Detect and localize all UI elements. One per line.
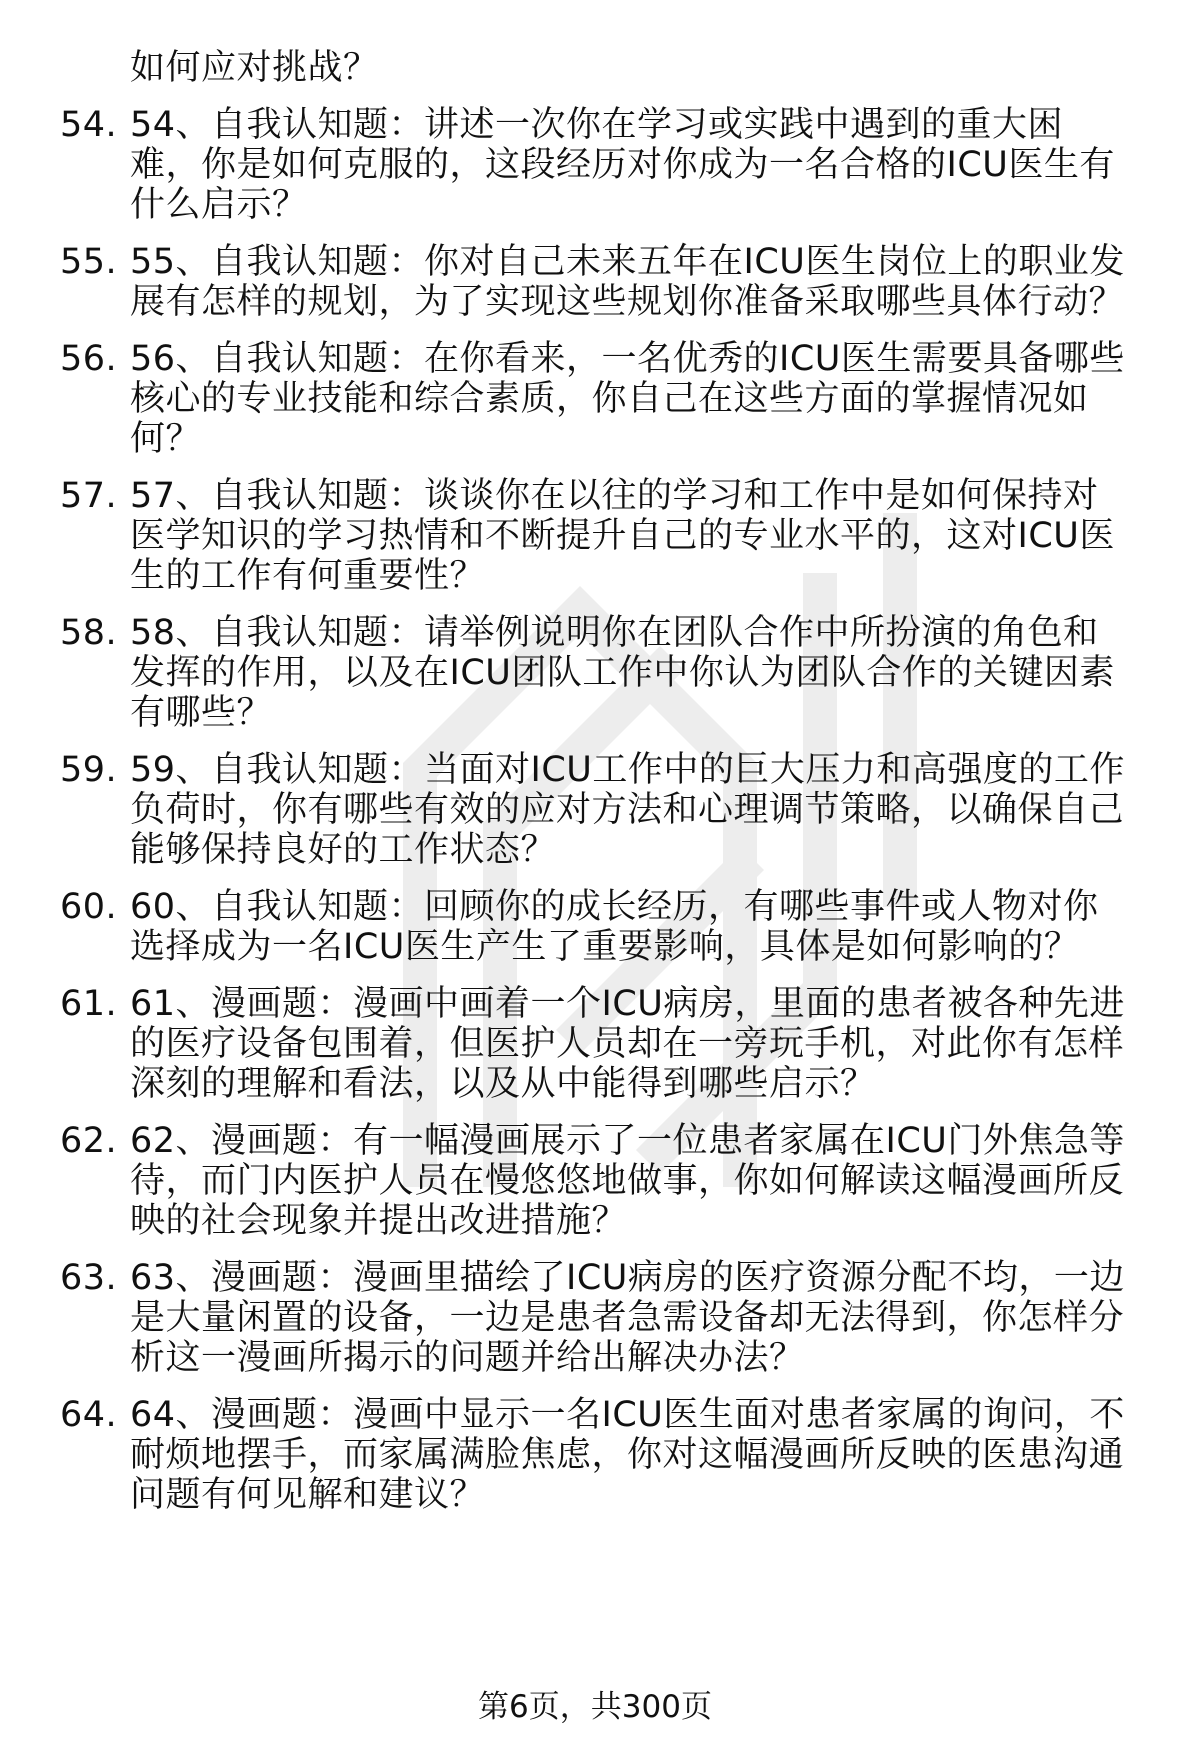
list-item (0, 242, 1190, 322)
question-number: 63. (60, 1258, 118, 1298)
question-text: 54、自我认知题：讲述一次你在学习或实践中遇到的重大困难，你是如何克服的，这段经历对你成为一名合格的ICU医生有什么启示？ (130, 105, 1115, 225)
question-text: 63、漫画题：漫画里描绘了ICU病房的医疗资源分配不均，一边是大量闲置的设备，一边是患者急需设备却无法得到，你怎样分析这一漫画所揭示的问题并给出解决办法？ (130, 1258, 1125, 1378)
question-number: 55. (60, 242, 118, 282)
question-number: 58. (60, 613, 118, 653)
question-text: 61、漫画题：漫画中画着一个ICU病房，里面的患者被各种先进的医疗设备包围着，但医护人员却在一旁玩手机，对此你有怎样深刻的理解和看法，以及从中能得到哪些启示？ (130, 984, 1125, 1104)
question-number: 59. (60, 750, 118, 790)
question-number: 62. (60, 1121, 118, 1161)
question-text: 55、自我认知题：你对自己未来五年在ICU医生岗位上的职业发展有怎样的规划，为了实现这些规划你准备采取哪些具体行动？ (130, 242, 1125, 322)
list-item (0, 105, 1190, 225)
question-list (0, 105, 1190, 1532)
question-text: 62、漫画题：有一幅漫画展示了一位患者家属在ICU门外焦急等待，而门内医护人员在慢悠悠地做事，你如何解读这幅漫画所反映的社会现象并提出改进措施？ (130, 1121, 1125, 1241)
list-item (0, 1258, 1190, 1378)
question-number: 56. (60, 339, 118, 379)
question-number: 61. (60, 984, 118, 1024)
list-item (0, 476, 1190, 596)
list-item (0, 1395, 1190, 1515)
question-text: 64、漫画题：漫画中显示一名ICU医生面对患者家属的询问，不耐烦地摆手，而家属满脸焦虑，你对这幅漫画所反映的医患沟通问题有何见解和建议？ (130, 1395, 1125, 1515)
list-item (0, 339, 1190, 459)
question-number: 60. (60, 887, 118, 927)
question-number: 57. (60, 476, 118, 516)
list-item (0, 984, 1190, 1104)
question-text: 59、自我认知题：当面对ICU工作中的巨大压力和高强度的工作负荷时，你有哪些有效的应对方法和心理调节策略，以确保自己能够保持良好的工作状态？ (130, 750, 1125, 870)
question-text: 56、自我认知题：在你看来，一名优秀的ICU医生需要具备哪些核心的专业技能和综合素质，你自己在这些方面的掌握情况如何？ (130, 339, 1125, 459)
list-item (0, 613, 1190, 733)
question-number: 54. (60, 105, 118, 145)
question-text: 58、自我认知题：请举例说明你在团队合作中所扮演的角色和发挥的作用，以及在ICU团队工作中你认为团队合作的关键因素有哪些？ (130, 613, 1115, 733)
question-number: 64. (60, 1395, 118, 1435)
page-number-footer: 第6页，共300页 (478, 1689, 712, 1725)
question-text: 57、自我认知题：谈谈你在以往的学习和工作中是如何保持对医学知识的学习热情和不断提升自己的专业水平的，这对ICU医生的工作有何重要性？ (130, 476, 1115, 596)
question-text: 60、自我认知题：回顾你的成长经历，有哪些事件或人物对你选择成为一名ICU医生产生了重要影响，具体是如何影响的？ (130, 887, 1099, 967)
list-item (0, 1121, 1190, 1241)
list-item (0, 887, 1190, 967)
continuation-text: 如何应对挑战？ (130, 48, 379, 88)
list-item (0, 750, 1190, 870)
